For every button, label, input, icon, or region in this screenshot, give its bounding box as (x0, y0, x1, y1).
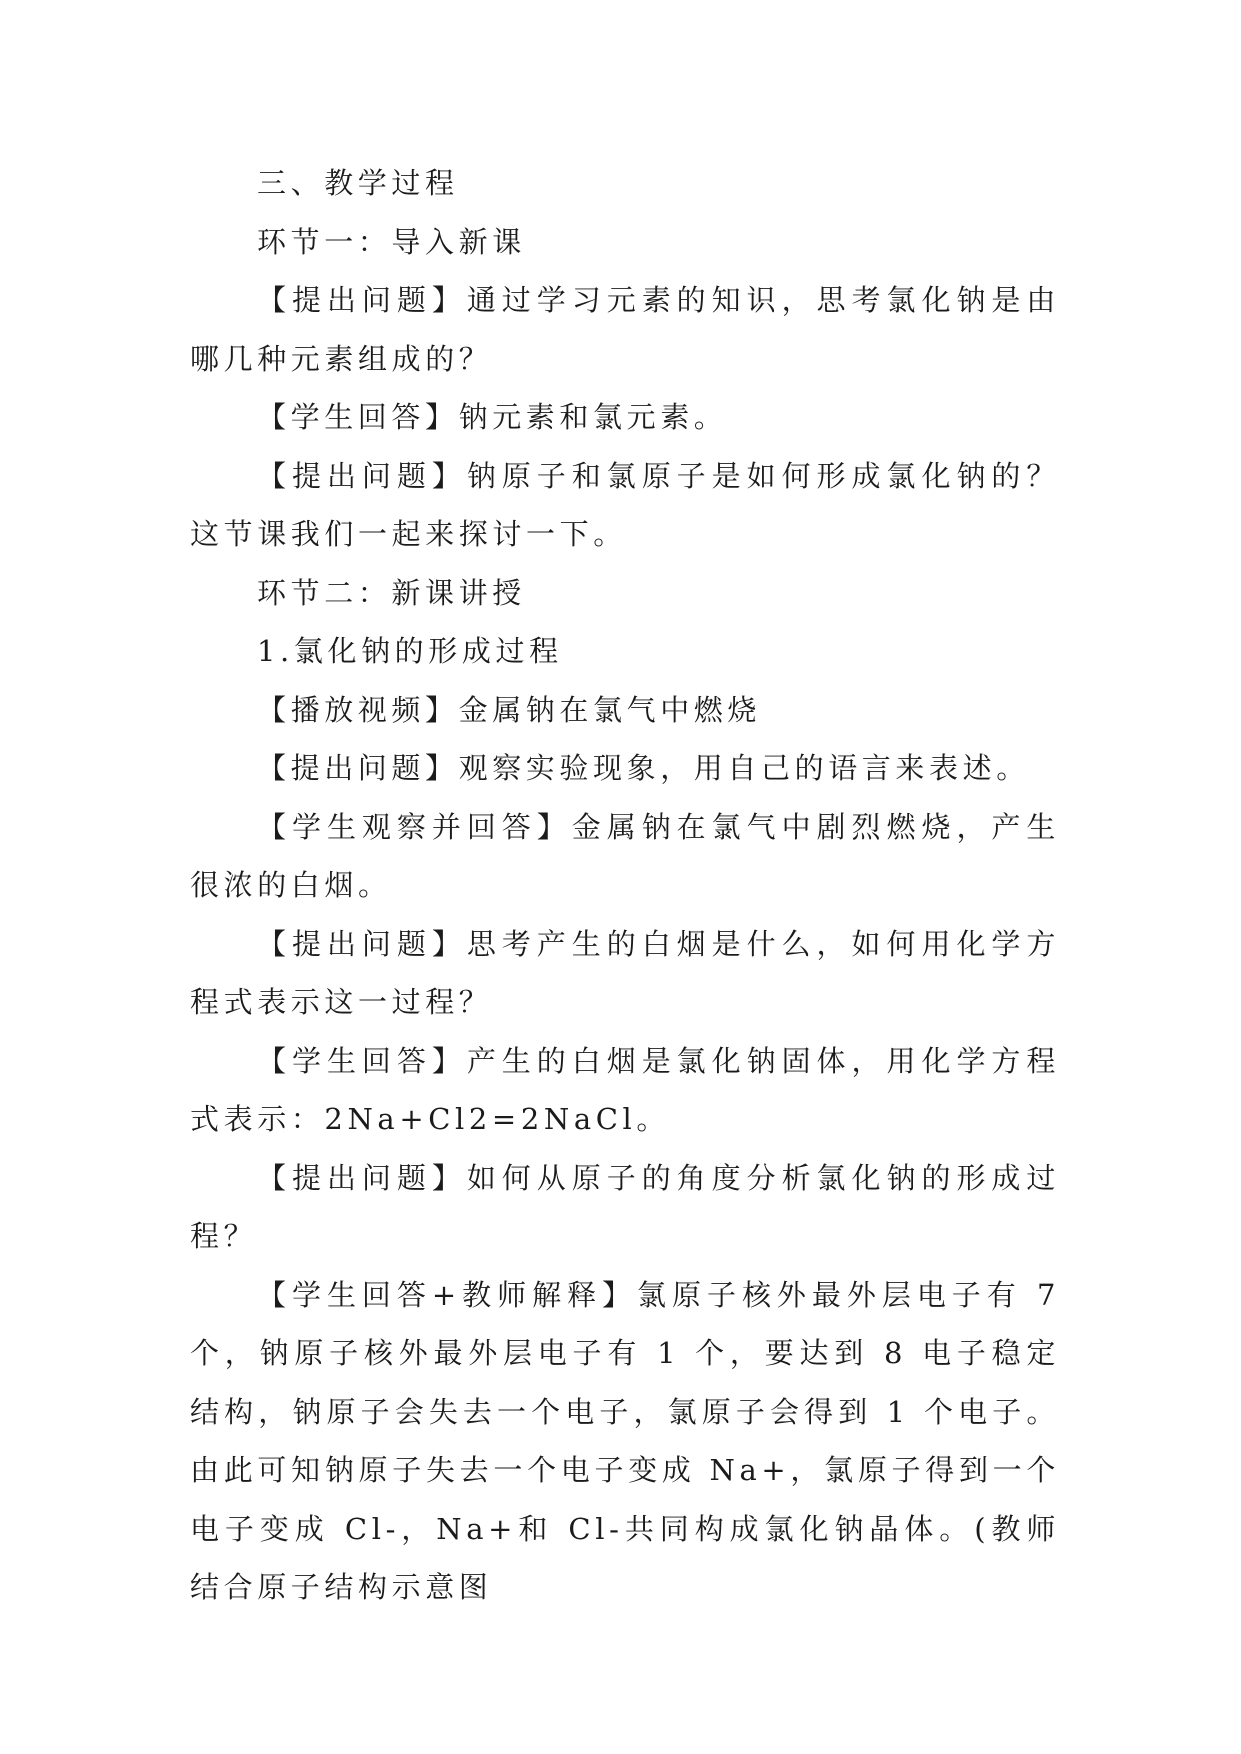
body-paragraph: 【提出问题】观察实验现象，用自己的语言来表述。 (257, 751, 1030, 785)
document-body (190, 154, 1060, 1617)
body-paragraph: 【学生回答+教师解释】氯原子核外最外层电子有 7 个，钠原子核外最外层电子有 1 个，要达到 8 电子稳定结构，钠原子会失去一个电子，氯原子会得到 1 个电子。由此可知钠原子失去一个电子变成 Na+，氯原子得到一个电子变成 Cl-，Na+和 Cl-共同构成氯化钠晶体。(教师结合原子结构示意图 (190, 1277, 1060, 1604)
body-paragraph: 【学生回答】钠元素和氯元素。 (257, 400, 728, 434)
body-paragraph: 【学生观察并回答】金属钠在氯气中剧烈燃烧，产生很浓的白烟。 (190, 809, 1060, 902)
body-paragraph: 【提出问题】钠原子和氯原子是如何形成氯化钠的？这节课我们一起来探讨一下。 (190, 458, 1060, 551)
subsection-heading: 环节一：导入新课 (257, 224, 526, 259)
body-paragraph: 【提出问题】通过学习元素的知识，思考氯化钠是由哪几种元素组成的？ (190, 283, 1060, 376)
section-heading: 三、教学过程 (257, 166, 459, 200)
body-paragraph: 【学生回答】产生的白烟是氯化钠固体，用化学方程式表示：2Na+Cl2=2NaCl。 (190, 1043, 1060, 1136)
numbered-heading: 1.氯化钠的形成过程 (257, 634, 563, 668)
body-paragraph: 【提出问题】如何从原子的角度分析氯化钠的形成过程？ (190, 1160, 1060, 1253)
body-paragraph: 【提出问题】思考产生的白烟是什么，如何用化学方程式表示这一过程？ (190, 926, 1060, 1019)
body-paragraph: 【播放视频】金属钠在氯气中燃烧 (257, 692, 762, 727)
subsection-heading: 环节二：新课讲授 (257, 575, 526, 610)
